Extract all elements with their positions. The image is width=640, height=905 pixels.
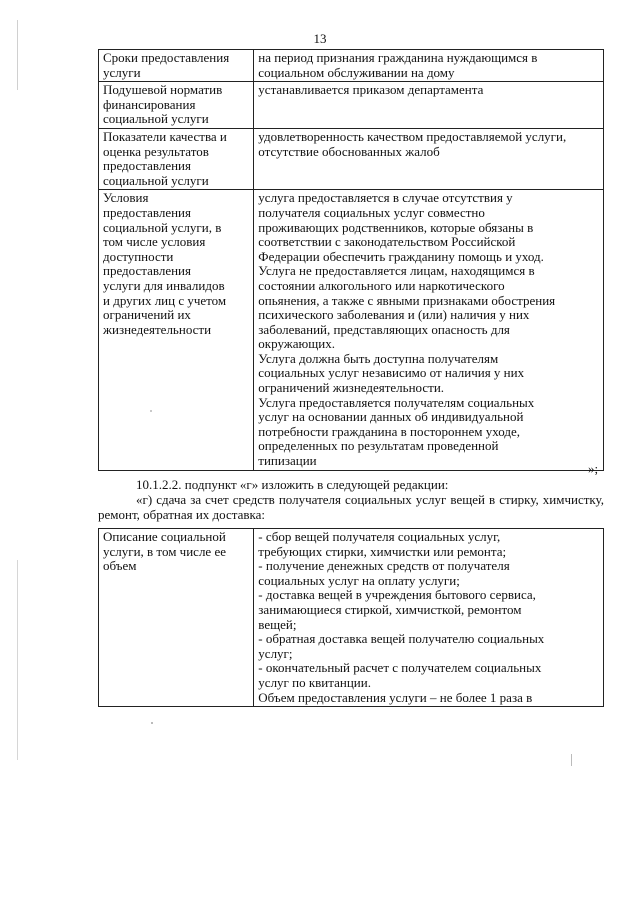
row-label: Показатели качества и оценка результатов предоставления социальной услуги: [99, 128, 254, 189]
row-label: Условия предоставления социальной услуги, в том числе условия доступности предоставления услуги для инвалидов и других лиц с учетом ограничений их жизнедеятельности: [99, 190, 254, 470]
table-row: [99, 128, 604, 189]
row-value: услуга предоставляется в случае отсутствия у получателя социальных услуг совместно проживающих родственников, которые обязаны в соответствии с законодательством Российской Федерации обеспечить гражданину помощь и уход. Услуга не предоставляется лицам, находящимся в состоянии алкогольного или наркотического опьянения, а также с явными признаками обострения психического заболевания и (или) наличия у них заболеваний, представляющих опасность для окружающих. Услуга должна быть доступна получателям социальных услуг независимо от наличия у них ограничений жизнедеятельности. Услуга предоставляется получателям социальных услуг на основании данных об индивидуальной потребности гражданина в постороннем уходе, определенных по результатам проведенной типизации: [254, 190, 604, 470]
row-label: Описание социальной услуги, в том числе ее объем: [99, 529, 254, 707]
row-label: Подушевой норматив финансирования социальной услуги: [99, 82, 254, 129]
closing-quote-mark: »;: [588, 461, 599, 476]
table-row: [99, 82, 604, 129]
row-value: - сбор вещей получателя социальных услуг, требующих стирки, химчистки или ремонта; - получение денежных средств от получателя социальных услуг на оплату услуги; - доставка вещей в учреждения бытового сервиса, занимающиеся стиркой, химчисткой, ремонтом вещей; - обратная доставка вещей получателю социальных услуг; - окончательный расчет с получателем социальных услуг по квитанции. Объем предоставления услуги – не более 1 раза в: [254, 529, 604, 707]
table-row: [99, 190, 604, 470]
scan-artifact: [150, 410, 152, 412]
table-row: [99, 529, 604, 707]
service-description-table: [98, 528, 604, 707]
amendment-heading: 10.1.2.2. подпункт «г» изложить в следующей редакции:: [136, 477, 449, 492]
page-number: 13: [313, 31, 327, 46]
scan-artifact: [17, 20, 18, 90]
row-value: удовлетворенность качеством предоставляемой услуги, отсутствие обоснованных жалоб: [254, 128, 604, 189]
table-row: [99, 50, 604, 82]
scan-artifact: [571, 754, 572, 766]
scan-artifact: [17, 560, 18, 760]
service-conditions-table: [98, 49, 604, 471]
row-value: устанавливается приказом департамента: [254, 82, 604, 129]
row-value: на период признания гражданина нуждающимся в социальном обслуживании на дому: [254, 50, 604, 82]
amendment-text: «г) сдача за счет средств получателя социальных услуг вещей в стирку, химчистку, ремонт, обратная их доставка:: [98, 492, 604, 522]
scan-artifact: [151, 722, 153, 724]
row-label: Сроки предоставления услуги: [99, 50, 254, 82]
